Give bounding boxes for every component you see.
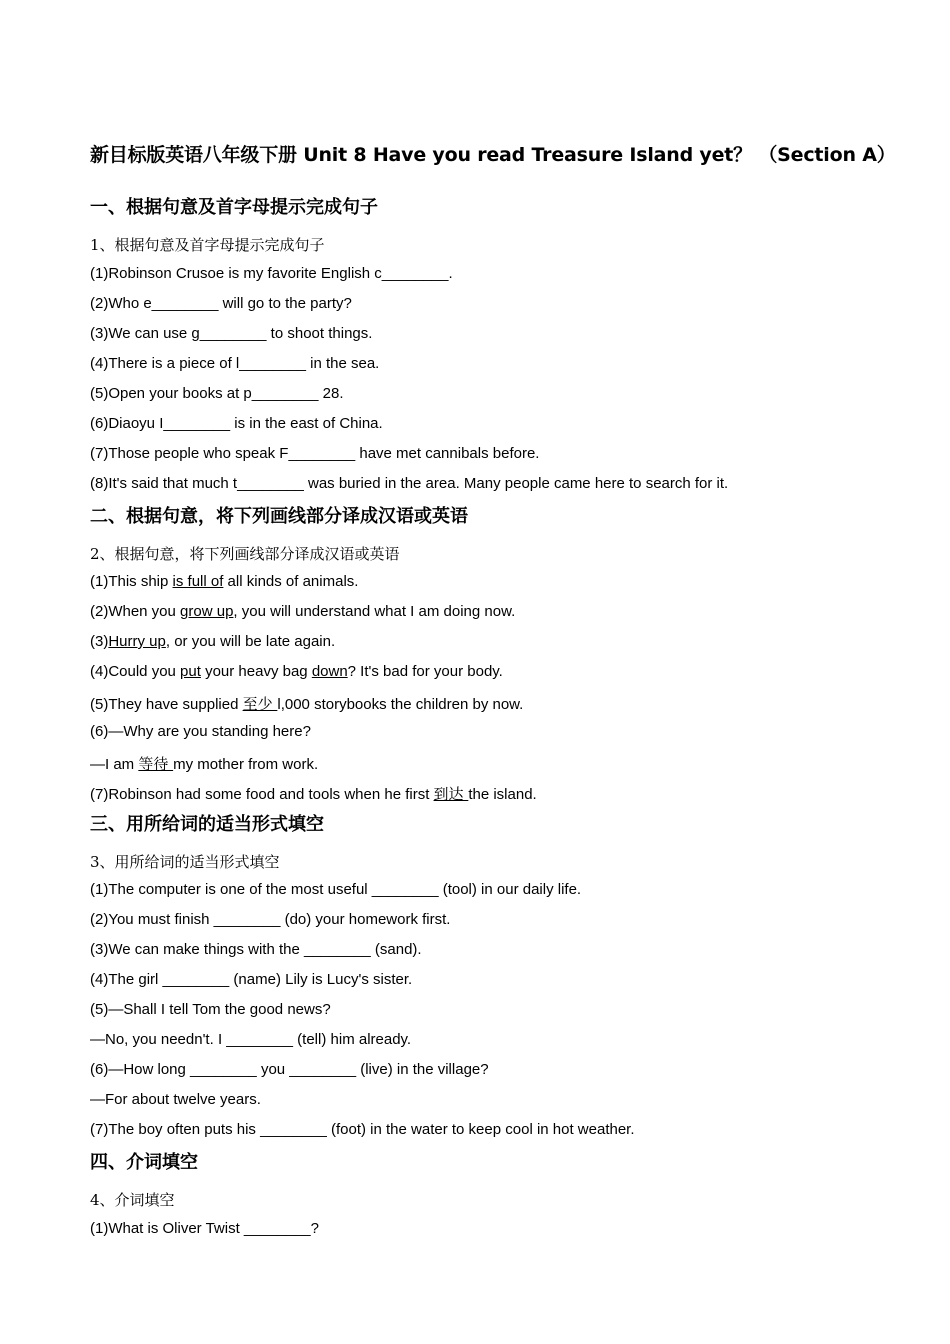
question-line: (1)Robinson Crusoe is my favorite English c________.: [90, 265, 453, 282]
question-line: (3)We can use g________ to shoot things.: [90, 325, 373, 342]
question-line: —For about twelve years.: [90, 1091, 261, 1108]
question-line: (6)—Why are you standing here?: [90, 723, 311, 740]
section-3-heading: 三、用所给词的适当形式填空: [90, 814, 324, 835]
underlined-phrase: down: [311, 663, 348, 680]
question-line: (4)Could you put your heavy bag down? It's bad for your body.: [90, 663, 503, 680]
underlined-phrase: put: [180, 663, 201, 680]
question-line: (4)The girl ________ (name) Lily is Lucy's sister.: [90, 971, 413, 988]
underlined-phrase: 到达: [433, 785, 469, 803]
section-1-heading: 一、根据句意及首字母提示完成句子: [90, 197, 378, 218]
question-line: (6)—How long ________ you ________ (live) in the village?: [90, 1061, 489, 1078]
question-line: —I am 等待 my mother from work.: [90, 755, 319, 773]
question-line: (1)What is Oliver Twist ________?: [90, 1220, 319, 1237]
question-line: (4)There is a piece of l________ in the sea.: [90, 355, 380, 372]
question-line: (3)We can make things with the ________ (sand).: [90, 941, 422, 958]
question-line: (7)The boy often puts his ________ (foot) in the water to keep cool in hot weather.: [90, 1121, 635, 1138]
underlined-phrase: 等待: [138, 755, 174, 773]
question-line: (5)Open your books at p________ 28.: [90, 385, 344, 402]
underlined-phrase: 至少: [242, 695, 278, 713]
question-line: (1)This ship is full of all kinds of animals.: [90, 573, 359, 590]
question-line: —No, you needn't. I ________ (tell) him already.: [90, 1031, 412, 1048]
question-line: (8)It's said that much t________ was buried in the area. Many people came here to search for it.: [90, 475, 729, 492]
section-2-heading: 二、根据句意，将下列画线部分译成汉语或英语: [90, 506, 468, 527]
underlined-phrase: is full of: [172, 573, 224, 590]
section-1-subheading: 1、根据句意及首字母提示完成句子: [90, 236, 325, 254]
question-line: (1)The computer is one of the most useful ________ (tool) in our daily life.: [90, 881, 582, 898]
section-4-heading: 四、介词填空: [90, 1152, 198, 1173]
question-line: (2)You must finish ________ (do) your homework first.: [90, 911, 451, 928]
document-title: 新目标版英语八年级下册 Unit 8 Have you read Treasure Island yet？ （Section A）: [90, 144, 896, 166]
question-line: (3)Hurry up, or you will be late again.: [90, 633, 336, 650]
question-line: (6)Diaoyu I________ is in the east of China.: [90, 415, 383, 432]
question-line: (2)Who e________ will go to the party?: [90, 295, 352, 312]
section-2-subheading: 2、根据句意，将下列画线部分译成汉语或英语: [90, 545, 400, 563]
underlined-phrase: grow up: [180, 603, 234, 620]
question-line: (7)Robinson had some food and tools when he first 到达 the island.: [90, 785, 537, 803]
question-line: (7)Those people who speak F________ have met cannibals before.: [90, 445, 540, 462]
section-4-subheading: 4、介词填空: [90, 1191, 175, 1209]
underlined-phrase: Hurry up: [108, 633, 166, 650]
question-line: (5)—Shall I tell Tom the good news?: [90, 1001, 331, 1018]
section-3-subheading: 3、用所给词的适当形式填空: [90, 853, 280, 871]
question-line: (5)They have supplied 至少 l,000 storybooks the children by now.: [90, 695, 524, 713]
question-line: (2)When you grow up, you will understand what I am doing now.: [90, 603, 516, 620]
